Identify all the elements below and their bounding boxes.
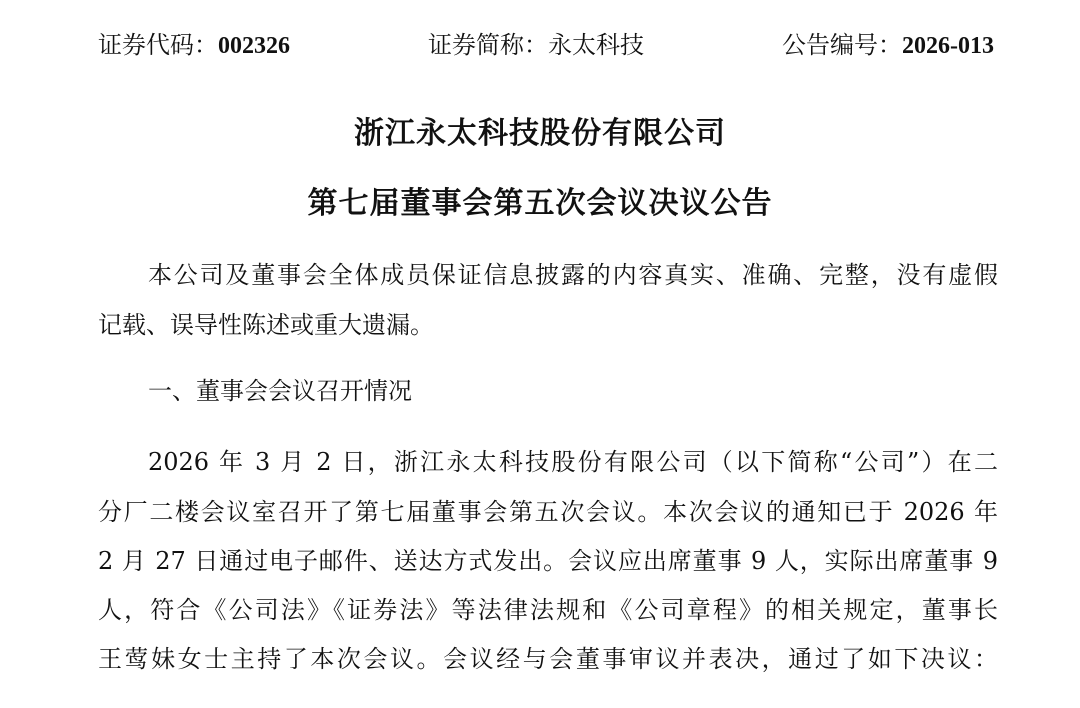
company-title: 浙江永太科技股份有限公司	[354, 116, 726, 151]
announcement-title: 第七届董事会第五次会议决议公告	[307, 186, 773, 221]
meeting-line-3: 2 月 27 日通过电子邮件、送达方式发出。会议应出席董事 9 人，实际出席董事 9	[98, 547, 998, 575]
notice-number-value: 2026-013	[902, 32, 994, 59]
stock-abbreviation	[428, 25, 644, 60]
stock-abbreviation-label: 证券简称：	[428, 30, 548, 59]
meeting-line-2: 分厂二楼会议室召开了第七届董事会第五次会议。本次会议的通知已于 2026 年	[98, 498, 998, 526]
notice-number-label: 公告编号：	[782, 30, 902, 59]
meeting-line-5: 王莺妹女士主持了本次会议。会议经与会董事审议并表决，通过了如下决议：	[98, 645, 998, 673]
notice-number	[782, 25, 994, 60]
statement-line-1: 本公司及董事会全体成员保证信息披露的内容真实、准确、完整，没有虚假	[148, 261, 998, 289]
stock-code	[98, 25, 290, 60]
statement-line-2: 记载、误导性陈述或重大遗漏。	[98, 311, 434, 339]
meeting-line-1: 2026 年 3 月 2 日，浙江永太科技股份有限公司（以下简称“公司”）在二	[148, 448, 998, 476]
meeting-line-4: 人，符合《公司法》《证券法》等法律法规和《公司章程》的相关规定，董事长	[98, 596, 998, 624]
stock-code-label: 证券代码：	[98, 30, 218, 59]
section-heading: 一、董事会会议召开情况	[148, 377, 412, 405]
stock-code-value: 002326	[218, 32, 290, 59]
document-header	[98, 22, 994, 62]
stock-abbreviation-value: 永太科技	[548, 30, 644, 59]
